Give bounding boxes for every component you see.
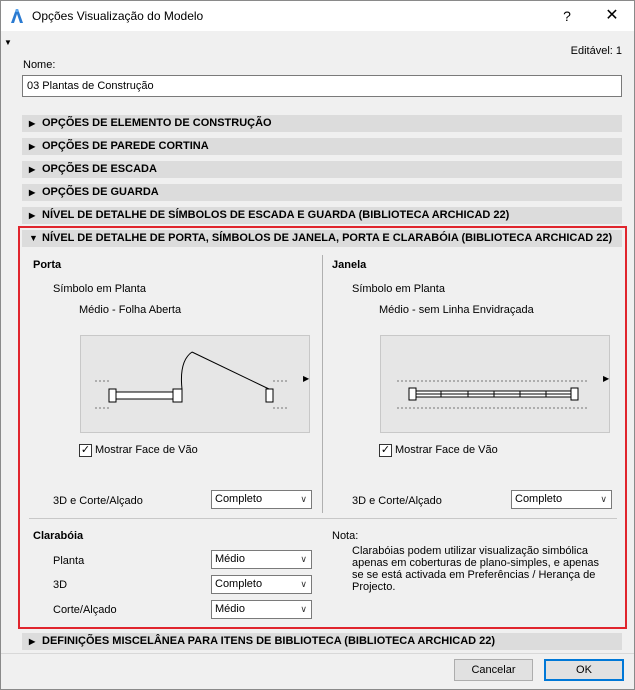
skylight-title: Clarabóia bbox=[33, 530, 84, 542]
section-door-window-skylight-detail-level[interactable] bbox=[22, 230, 622, 247]
title-bar bbox=[1, 1, 634, 32]
window-title-label: Janela bbox=[332, 259, 367, 271]
note-label: Nota: bbox=[332, 530, 359, 542]
section-label: DEFINIÇÕES MISCELÂNEA PARA ITENS DE BIBLIOTECA (BIBLIOTECA ARCHICAD 22) bbox=[42, 635, 496, 647]
archicad-app-icon bbox=[9, 8, 25, 24]
door-symbol-label: Símbolo em Planta bbox=[53, 283, 146, 295]
window-symbol-value: Médio - sem Linha Envidraçada bbox=[379, 304, 534, 316]
cancel-button[interactable]: Cancelar bbox=[454, 659, 533, 681]
section-label: NÍVEL DE DETALHE DE SÍMBOLOS DE ESCADA E GUARDA (BIBLIOTECA ARCHICAD 22) bbox=[42, 209, 510, 221]
name-input[interactable] bbox=[22, 75, 622, 97]
window-show-reveal-label: Mostrar Face de Vão bbox=[395, 444, 498, 456]
section-stair-options[interactable] bbox=[22, 161, 622, 178]
close-button[interactable]: ✕ bbox=[605, 7, 619, 24]
select-value: Completo bbox=[515, 493, 563, 505]
window-section-select[interactable] bbox=[511, 490, 612, 509]
section-label: NÍVEL DE DETALHE DE PORTA, SÍMBOLOS DE JANELA, PORTA E CLARABÓIA (BIBLIOTECA ARCHICAD 22) bbox=[42, 232, 613, 244]
name-label: Nome: bbox=[23, 59, 56, 71]
section-stair-railing-detail-level[interactable] bbox=[22, 207, 622, 224]
door-symbol-drawing bbox=[81, 336, 311, 434]
panel-divider bbox=[322, 255, 323, 513]
help-button[interactable]: ? bbox=[563, 8, 571, 24]
section-label: OPÇÕES DE ELEMENTO DE CONSTRUÇÃO bbox=[42, 117, 272, 129]
chevron-down-icon: ∨ bbox=[300, 554, 307, 564]
window-symbol-preview[interactable] bbox=[380, 335, 610, 433]
section-curtain-wall-options[interactable] bbox=[22, 138, 622, 155]
section-building-element-options[interactable] bbox=[22, 115, 622, 132]
door-section-select[interactable] bbox=[211, 490, 312, 509]
door-symbol-value: Médio - Folha Aberta bbox=[79, 304, 182, 316]
select-value: Completo bbox=[215, 578, 263, 590]
triangle-down-icon[interactable]: ▼ bbox=[4, 38, 12, 47]
door-title: Porta bbox=[33, 259, 62, 271]
skylight-3d-select[interactable] bbox=[211, 575, 312, 594]
skylight-divider bbox=[29, 518, 617, 519]
section-misc-library-settings[interactable] bbox=[22, 633, 622, 650]
window-symbol-label: Símbolo em Planta bbox=[352, 283, 445, 295]
skylight-plan-label: Planta bbox=[53, 555, 85, 567]
triangle-right-icon: ▶ bbox=[29, 188, 36, 197]
chevron-down-icon: ∨ bbox=[300, 494, 307, 504]
select-value: Completo bbox=[215, 493, 263, 505]
door-show-reveal-label: Mostrar Face de Vão bbox=[95, 444, 198, 456]
door-symbol-preview[interactable] bbox=[80, 335, 310, 433]
triangle-right-icon: ▶ bbox=[29, 142, 36, 151]
section-label: OPÇÕES DE PAREDE CORTINA bbox=[42, 140, 209, 152]
section-label: OPÇÕES DE ESCADA bbox=[42, 163, 157, 175]
skylight-plan-select[interactable] bbox=[211, 550, 312, 569]
section-railing-options[interactable] bbox=[22, 184, 622, 201]
preview-next-icon[interactable]: ▶ bbox=[603, 374, 610, 383]
chevron-down-icon: ∨ bbox=[300, 579, 307, 589]
note-text: Clarabóias podem utilizar visualização simbólica apenas em coberturas de plano-simples, e apenas se se está activada em Preferências / Herança de Projecto. bbox=[352, 545, 600, 593]
triangle-down-icon: ▼ bbox=[29, 233, 38, 243]
select-value: Médio bbox=[215, 603, 245, 615]
footer-separator bbox=[1, 653, 634, 654]
window-section-label: 3D e Corte/Alçado bbox=[352, 495, 442, 507]
triangle-right-icon: ▶ bbox=[29, 211, 36, 220]
triangle-right-icon: ▶ bbox=[29, 119, 36, 128]
chevron-down-icon: ∨ bbox=[600, 494, 607, 504]
editable-count: Editável: 1 bbox=[570, 45, 622, 57]
triangle-right-icon: ▶ bbox=[29, 165, 36, 174]
preview-next-icon[interactable]: ▶ bbox=[303, 374, 310, 383]
skylight-section-select[interactable] bbox=[211, 600, 312, 619]
triangle-right-icon: ▶ bbox=[29, 637, 36, 646]
window-show-reveal-checkbox[interactable]: ✓ bbox=[380, 444, 391, 456]
select-value: Médio bbox=[215, 553, 245, 565]
skylight-section-label: Corte/Alçado bbox=[53, 604, 117, 616]
chevron-down-icon: ∨ bbox=[300, 604, 307, 614]
window-symbol-drawing bbox=[381, 336, 611, 434]
ok-button[interactable]: OK bbox=[544, 659, 624, 681]
section-label: OPÇÕES DE GUARDA bbox=[42, 186, 159, 198]
window-title: Opções Visualização do Modelo bbox=[32, 9, 204, 23]
door-section-label: 3D e Corte/Alçado bbox=[53, 495, 143, 507]
door-show-reveal-checkbox[interactable]: ✓ bbox=[80, 444, 91, 456]
skylight-3d-label: 3D bbox=[53, 579, 68, 591]
